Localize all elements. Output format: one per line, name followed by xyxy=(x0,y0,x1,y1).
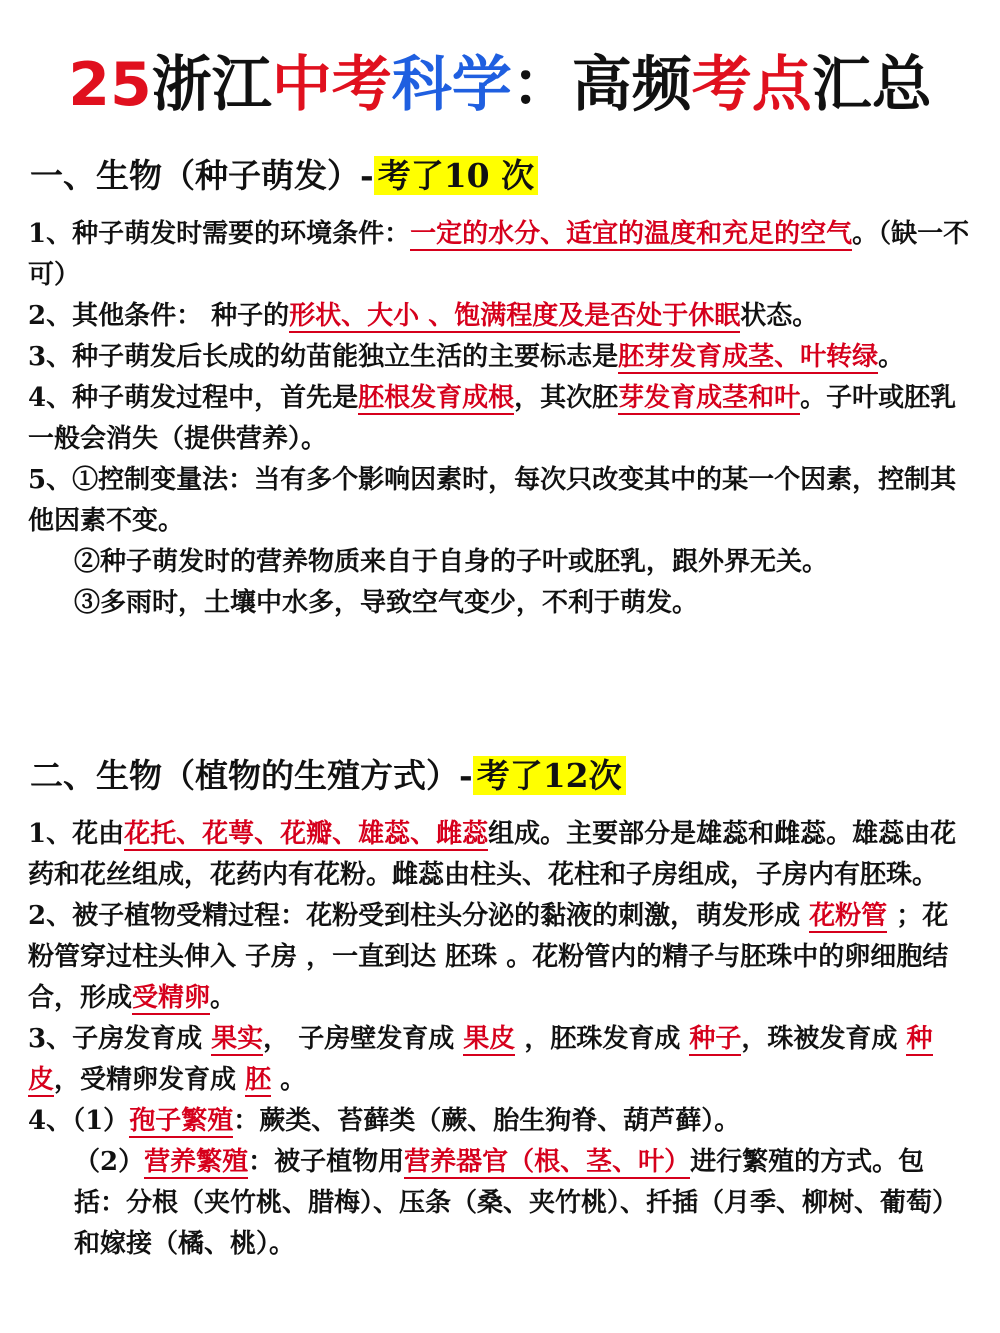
item-text: 。（缺一不可） xyxy=(28,219,970,290)
list-item xyxy=(28,583,973,624)
item-text: ，受精卵发育成 xyxy=(54,1065,246,1095)
list-item xyxy=(28,460,973,542)
item-text: 。 xyxy=(878,342,905,372)
item-text: 3、子房发育成 xyxy=(28,1024,212,1054)
item-text: ， 子房壁发育成 xyxy=(263,1024,464,1054)
list-item xyxy=(28,1142,973,1265)
list-item xyxy=(28,214,973,296)
section2-exam-count-badge: 考了12次 xyxy=(473,756,626,795)
section1-heading xyxy=(30,152,538,200)
item-text: ③多雨时，土壤中水多，导致空气变少，不利于萌发。 xyxy=(74,588,699,618)
item-text: 。子叶或胚乳一般会消失（提供营养）。 xyxy=(28,383,957,454)
section2-heading-text: 二、生物（植物的生殖方式）- xyxy=(30,756,473,795)
item-text: 4、种子萌发过程中，首先是 xyxy=(28,383,359,413)
title-part: 中考 xyxy=(271,50,392,120)
list-item xyxy=(28,896,973,1019)
item-text: 4、（1） xyxy=(28,1106,130,1136)
title-part: 考点 xyxy=(691,50,812,120)
key-term: 营养器官（根、茎、叶） xyxy=(404,1147,691,1177)
key-term: 种皮 xyxy=(28,1024,933,1095)
item-text: 。 xyxy=(271,1065,307,1095)
list-item xyxy=(28,378,973,460)
title-part: 25 xyxy=(68,50,152,120)
item-text: ，其次胚 xyxy=(514,383,619,413)
item-text: ，胚珠发育成 xyxy=(515,1024,690,1054)
key-term: 果皮 xyxy=(463,1024,516,1054)
item-text: ，珠被发育成 xyxy=(741,1024,907,1054)
title-part: 汇总 xyxy=(811,50,932,120)
section2-heading xyxy=(30,752,626,800)
key-term: 花托、花萼、花瓣、雄蕊、雌蕊 xyxy=(124,819,489,849)
title-part: 科学 xyxy=(391,50,512,120)
section1-content xyxy=(28,214,973,624)
item-text: ；花粉管穿过柱头伸入 子房 ，一直到达 胚珠 。花粉管内的精子与胚珠中的卵细胞结合，形成 xyxy=(28,901,949,1013)
key-term: 胚 xyxy=(245,1065,272,1095)
list-item xyxy=(28,337,973,378)
key-term: 果实 xyxy=(211,1024,264,1054)
item-text: 1、种子萌发时需要的环境条件： xyxy=(28,219,411,249)
key-term: 花粉管 xyxy=(809,901,888,931)
key-term: 孢子繁殖 xyxy=(129,1106,234,1136)
item-text: ：被子植物用 xyxy=(248,1147,405,1177)
key-term: 营养繁殖 xyxy=(144,1147,249,1177)
title-part: 浙江 xyxy=(151,50,272,120)
key-term: 种子 xyxy=(689,1024,742,1054)
item-text: 5、①控制变量法：当有多个影响因素时，每次只改变其中的某一个因素，控制其他因素不变。 xyxy=(28,465,957,536)
key-term: 胚根发育成根 xyxy=(358,383,515,413)
list-item xyxy=(28,542,973,583)
key-term: 受精卵 xyxy=(132,983,211,1013)
item-text: 进行繁殖的方式。包括：分根（夹竹桃、腊梅）、压条（桑、夹竹桃）、扦插（月季、柳树、葡萄）和嫁接（橘、桃）。 xyxy=(74,1147,959,1259)
section1-heading-text: 一、生物（种子萌发）- xyxy=(30,156,374,195)
key-term: 胚芽发育成茎、叶转绿 xyxy=(618,342,879,372)
list-item xyxy=(28,296,973,337)
item-text: ：蕨类、苔藓类（蕨、胎生狗脊、葫芦藓）。 xyxy=(233,1106,741,1136)
item-text: 2、其他条件： 种子的 xyxy=(28,301,290,331)
item-text: 。 xyxy=(210,983,237,1013)
title-part: 高频 xyxy=(571,50,692,120)
item-text: 组成。主要部分是雄蕊和雌蕊。雄蕊由花药和花丝组成，花药内有花粉。雌蕊由柱头、花柱和子房组成，子房内有胚珠。 xyxy=(28,819,957,890)
list-item xyxy=(28,1101,973,1142)
item-text: ②种子萌发时的营养物质来自于自身的子叶或胚乳，跟外界无关。 xyxy=(74,547,829,577)
item-text: （2） xyxy=(74,1147,145,1177)
section1-exam-count-badge: 考了10 次 xyxy=(374,156,538,195)
item-text: 3、种子萌发后长成的幼苗能独立生活的主要标志是 xyxy=(28,342,619,372)
page-title xyxy=(0,40,1000,130)
title-part: ： xyxy=(511,50,572,120)
key-term: 形状、大小 、饱满程度及是否处于休眠 xyxy=(289,301,741,331)
item-text: 1、花由 xyxy=(28,819,125,849)
item-text: 状态。 xyxy=(740,301,819,331)
key-term: 芽发育成茎和叶 xyxy=(618,383,801,413)
list-item xyxy=(28,814,973,896)
item-text: 2、被子植物受精过程：花粉受到柱头分泌的黏液的刺激，萌发形成 xyxy=(28,901,810,931)
list-item xyxy=(28,1019,973,1101)
key-term: 一定的水分、适宜的温度和充足的空气 xyxy=(410,219,853,249)
section2-content xyxy=(28,814,973,1265)
